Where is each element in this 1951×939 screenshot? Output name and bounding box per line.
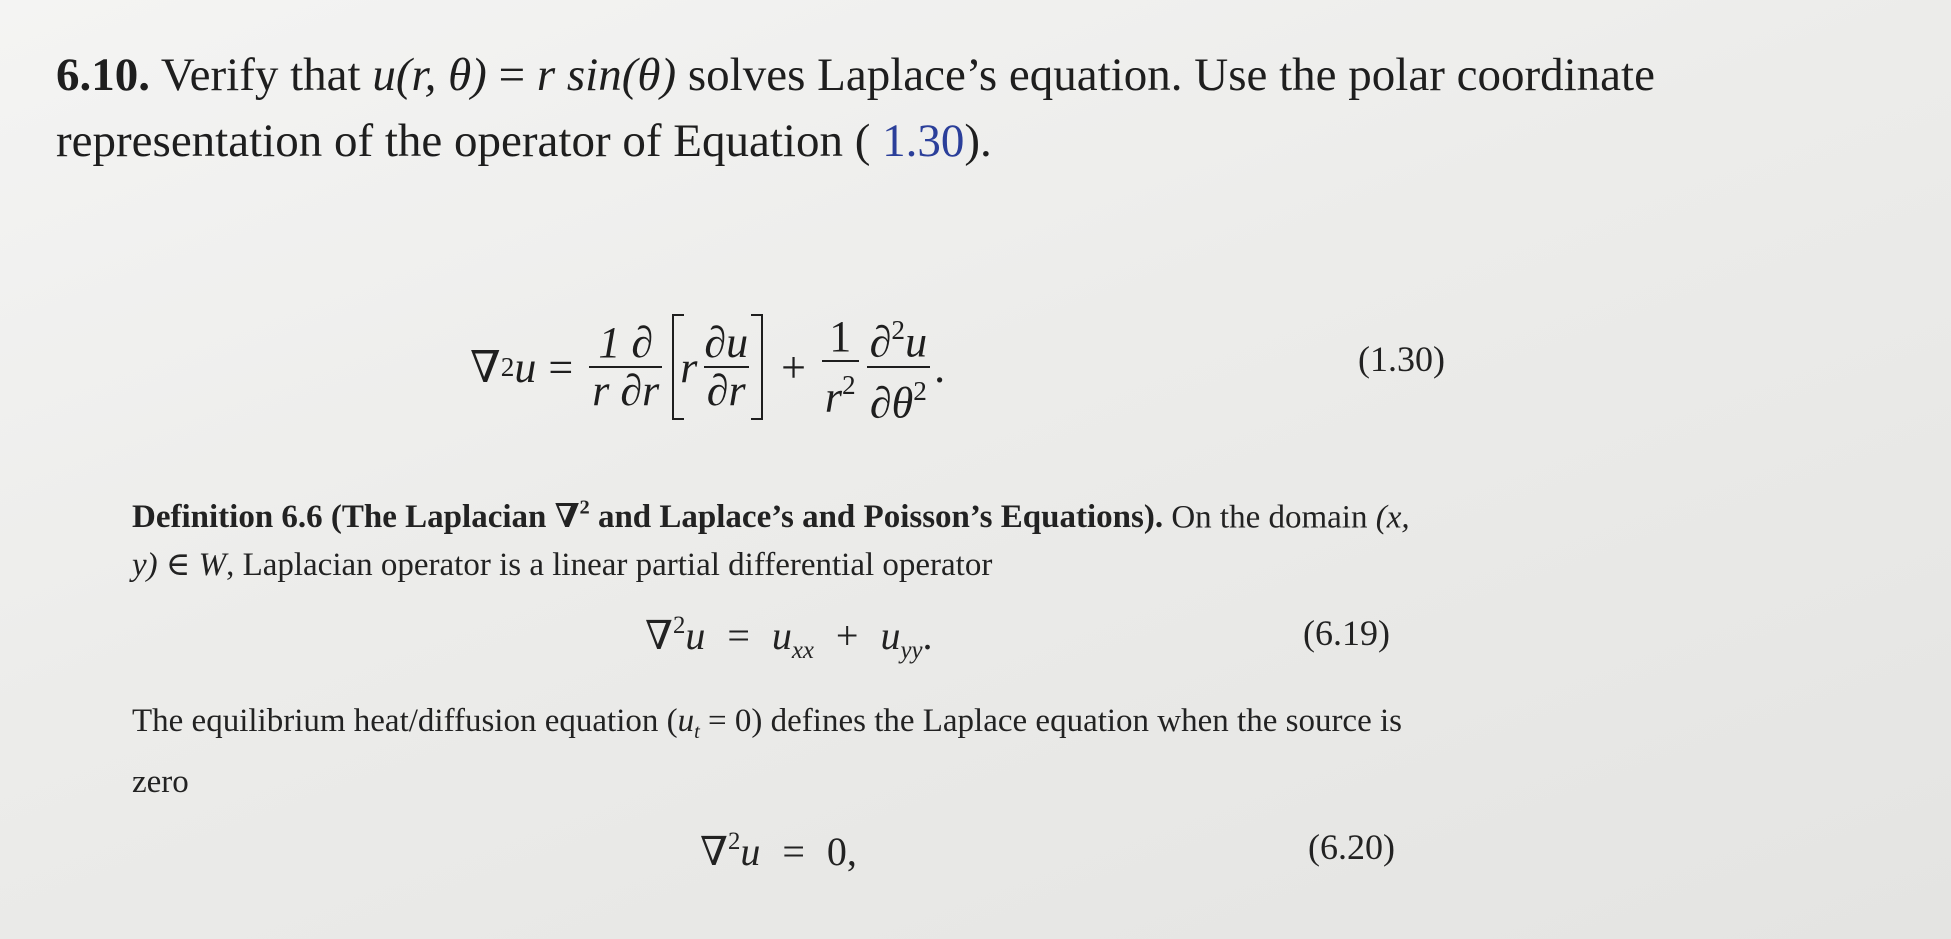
fraction-numerator: 1 [829, 311, 852, 361]
definition-domain: (x, y) ∈ W [132, 499, 1410, 584]
term-u: u [771, 613, 792, 659]
equation-reference-link[interactable]: 1.30 [870, 115, 965, 167]
equation-number-1-30: (1.30) [1358, 339, 1445, 379]
nabla-symbol: ∇ [645, 613, 673, 659]
definition-title-text: Definition 6.6 (The Laplacian ∇ [132, 499, 580, 536]
fraction-du-dr [701, 320, 751, 414]
fraction-numerator: ∂u [704, 318, 749, 367]
u-t: u [677, 703, 695, 739]
exercise-6-10 [56, 42, 1916, 174]
nabla-exponent: 2 [727, 828, 741, 855]
denominator-r: r [824, 372, 843, 422]
fraction-1-over-r2 [822, 311, 859, 422]
plus-sign: + [835, 613, 859, 659]
definition-text-2: , Laplacian operator is a linear partial differential operator [226, 547, 993, 584]
fraction-denominator: r ∂r [589, 366, 662, 414]
equals-sign: = [498, 49, 526, 101]
denominator-exponent: 2 [913, 376, 927, 406]
term-u: u [880, 613, 901, 659]
definition-text-1: On the domain [1163, 499, 1376, 536]
definition-title-rest: and Laplace’s and Poisson’s Equations). [589, 499, 1164, 536]
subscript-yy: yy [900, 636, 923, 664]
equals-sign: = [727, 613, 750, 659]
exercise-number: 6.10. [56, 49, 150, 101]
lhs-u: u [740, 829, 761, 875]
nabla-exponent: 2 [500, 351, 515, 382]
denominator-partial-theta: ∂θ [869, 378, 914, 428]
paragraph-text-1: The equilibrium heat/diffusion equation ( [132, 703, 678, 739]
equals-sign: = [782, 829, 805, 875]
fraction-numerator: 1 ∂ [598, 318, 654, 367]
denominator-exponent: 2 [842, 369, 856, 400]
fraction-denominator [822, 360, 859, 421]
nabla-exponent: 2 [672, 612, 686, 639]
fraction-numerator [867, 307, 930, 366]
function-lhs: u(r, θ) [372, 49, 487, 101]
function-rhs: r sin(θ) [536, 49, 677, 101]
lhs-u: u [685, 613, 706, 659]
equation-period: . [934, 342, 946, 392]
fraction-denominator [867, 366, 930, 427]
fraction-d2u-dtheta2 [867, 307, 930, 426]
nabla-symbol: ∇ [700, 829, 728, 875]
lhs-u: u [514, 342, 537, 392]
plus-sign: + [781, 342, 806, 392]
subscript-t: t [694, 721, 700, 744]
nabla-symbol: ∇ [470, 342, 501, 392]
definition-title [132, 499, 1163, 535]
subscript-xx: xx [791, 636, 814, 664]
paragraph-text-2: = 0) defines the Laplace equation when the source is zero [132, 703, 1402, 801]
fraction-1-over-r-d-dr [589, 320, 662, 414]
numerator-u: u [905, 318, 928, 367]
definition-title-exponent: 2 [579, 497, 590, 519]
numerator-partial: ∂ [869, 318, 892, 367]
exercise-text-4: ). [964, 115, 992, 167]
exercise-text-1: Verify that [160, 49, 361, 101]
definition-6-6 [132, 484, 1412, 589]
fraction-denominator: ∂r [704, 366, 749, 414]
equation-1-30 [470, 311, 946, 428]
equals-sign: = [548, 342, 574, 392]
inner-r: r [680, 342, 698, 392]
equation-period: . [922, 613, 933, 659]
exercise-text-2: solves Laplace’s equation. Use the polar coordinate [687, 49, 1655, 101]
equilibrium-paragraph [132, 696, 1432, 807]
equation-number-6-20: (6.20) [1308, 827, 1395, 867]
exercise-text-3: representation of the operator of Equation ( [56, 115, 871, 167]
numerator-exponent: 2 [891, 315, 906, 346]
rhs-zero: 0, [826, 829, 857, 875]
square-bracket-group [672, 314, 763, 420]
equation-6-19 [645, 612, 933, 665]
equation-number-6-19: (6.19) [1303, 613, 1390, 653]
equation-6-20 [700, 828, 857, 875]
